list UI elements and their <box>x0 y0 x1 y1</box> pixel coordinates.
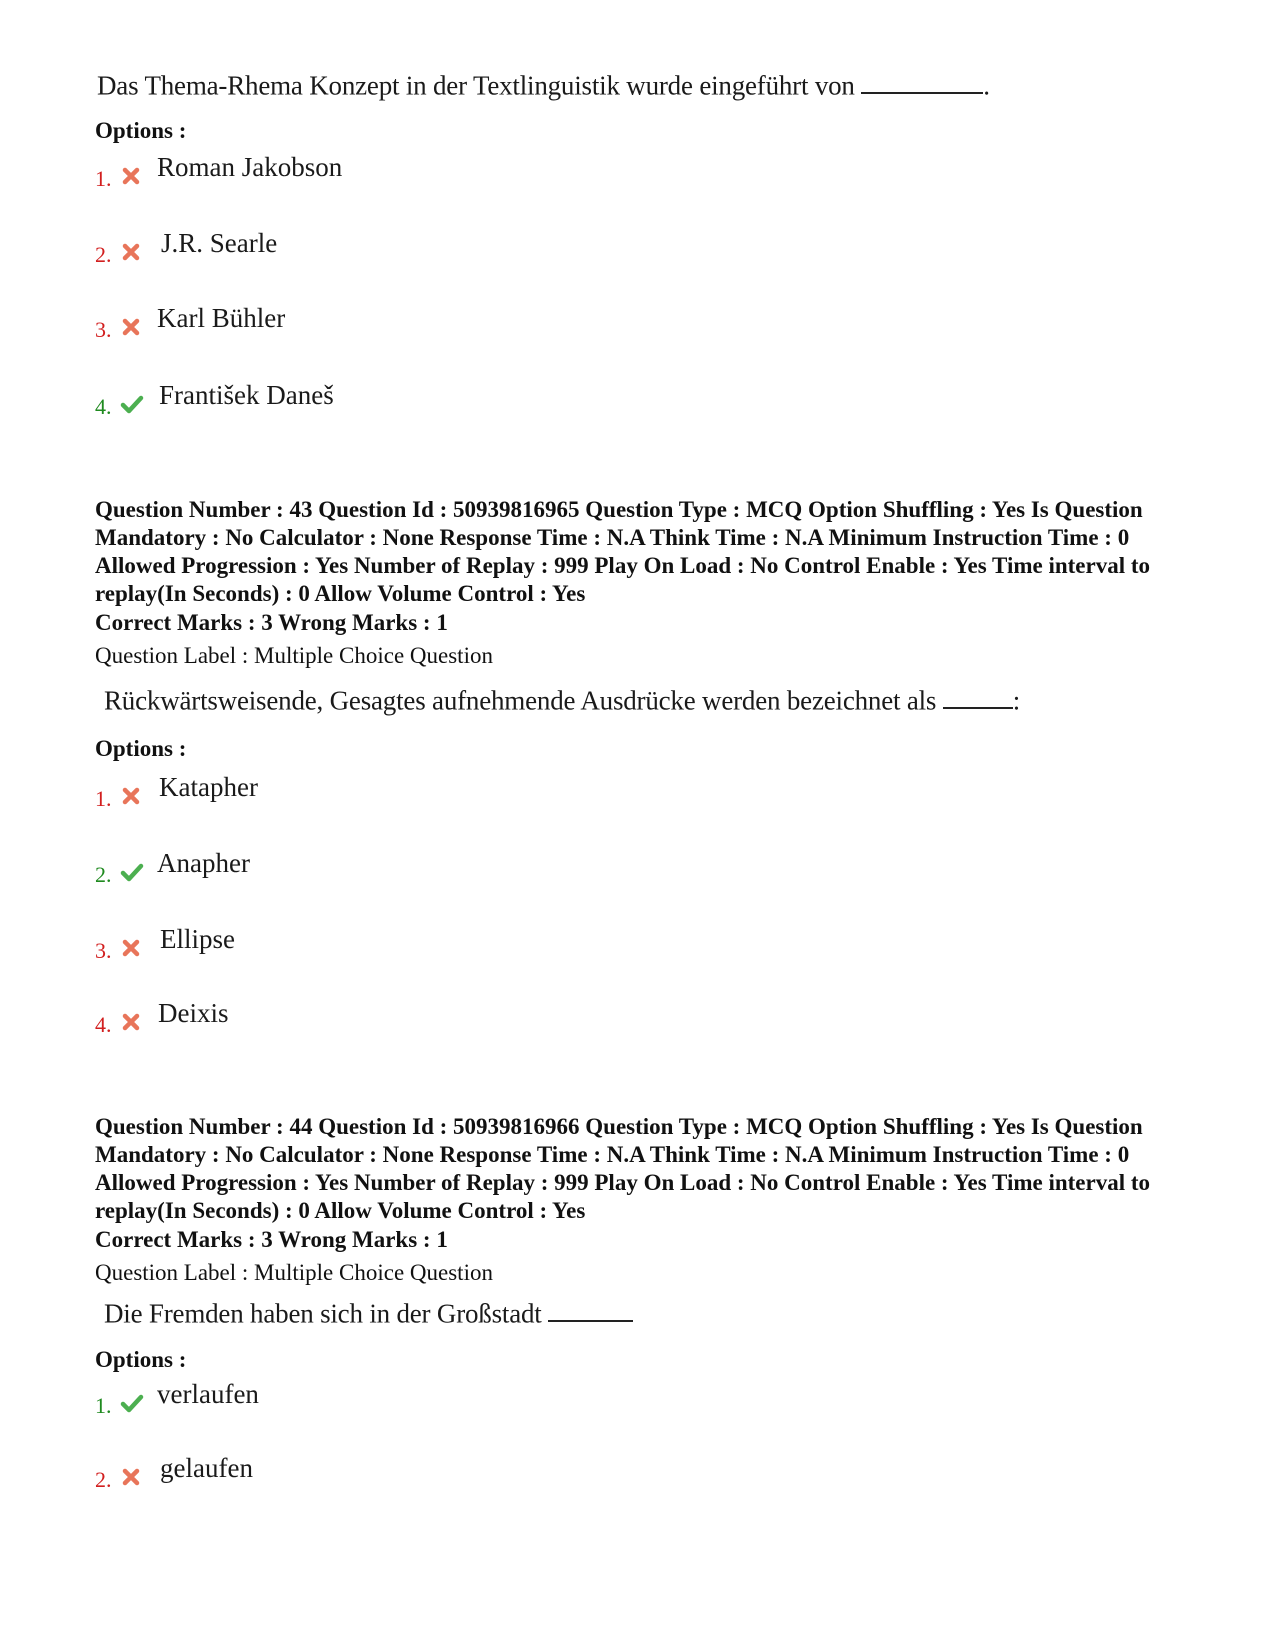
answer-blank <box>943 683 1013 709</box>
question-text-body: Rückwärtsweisende, Gesagtes aufnehmende Ausdrücke werden bezeichnet als <box>104 685 937 716</box>
wrong-cross-icon <box>119 240 143 264</box>
option-text: gelaufen <box>160 1453 253 1483</box>
answer-blank <box>548 1296 633 1322</box>
question-text <box>104 683 1020 716</box>
option-number: 2. <box>95 862 112 887</box>
option-number: 1. <box>95 1393 112 1418</box>
options-label: Options : <box>95 1347 187 1372</box>
question-text <box>104 1296 633 1329</box>
option-text: František Daneš <box>159 380 334 410</box>
answer-blank <box>861 68 983 94</box>
option-text: Karl Bühler <box>157 303 286 333</box>
option-number: 2. <box>95 1467 112 1492</box>
option-number: 3. <box>95 938 112 963</box>
option-text: Roman Jakobson <box>157 152 343 182</box>
wrong-cross-icon <box>119 1010 143 1034</box>
marks-info: Correct Marks : 3 Wrong Marks : 1 <box>95 610 448 635</box>
wrong-cross-icon <box>119 315 143 339</box>
option-text: J.R. Searle <box>161 228 278 258</box>
question-text-body: Die Fremden haben sich in der Großstadt <box>104 1298 542 1329</box>
correct-check-icon <box>119 1391 145 1415</box>
options-label: Options : <box>95 736 187 761</box>
question-label: Question Label : Multiple Choice Question <box>95 1260 493 1285</box>
correct-check-icon <box>119 392 145 416</box>
question-label: Question Label : Multiple Choice Question <box>95 643 493 668</box>
wrong-cross-icon <box>119 164 143 188</box>
marks-info: Correct Marks : 3 Wrong Marks : 1 <box>95 1227 448 1252</box>
correct-check-icon <box>119 860 145 884</box>
option-text: Anapher <box>157 848 250 878</box>
option-number: 1. <box>95 786 112 811</box>
option-number: 2. <box>95 242 112 267</box>
wrong-cross-icon <box>119 784 143 808</box>
question-meta: Question Number : 44 Question Id : 50939816966 Question Type : MCQ Option Shuffling : Yes Is Question Mandatory : No Calculator : None Response Time : N.A Think Time : N.A Minimum Instruction Time : 0 Allowed Progression : Yes Number of Replay : 999 Play On Load : No Control Enable : Yes Time interval to replay(In Seconds) : 0 Allow Volume Control : Yes <box>95 1114 1151 1223</box>
question-text-end: . <box>983 70 990 101</box>
option-number: 4. <box>95 394 112 419</box>
wrong-cross-icon <box>119 1465 143 1489</box>
option-text: Katapher <box>159 772 258 802</box>
option-number: 1. <box>95 166 112 191</box>
option-text: Ellipse <box>160 924 235 954</box>
option-text: verlaufen <box>157 1379 259 1409</box>
question-text-body: Das Thema-Rhema Konzept in der Textlinguistik wurde eingeführt von <box>97 70 855 101</box>
wrong-cross-icon <box>119 936 143 960</box>
option-number: 4. <box>95 1012 112 1037</box>
question-text <box>97 68 990 101</box>
options-label: Options : <box>95 118 187 143</box>
question-text-end: : <box>1012 685 1021 716</box>
option-text: Deixis <box>158 998 229 1028</box>
option-number: 3. <box>95 317 112 342</box>
question-meta: Question Number : 43 Question Id : 50939816965 Question Type : MCQ Option Shuffling : Yes Is Question Mandatory : No Calculator : None Response Time : N.A Think Time : N.A Minimum Instruction Time : 0 Allowed Progression : Yes Number of Replay : 999 Play On Load : No Control Enable : Yes Time interval to replay(In Seconds) : 0 Allow Volume Control : Yes <box>95 497 1151 606</box>
